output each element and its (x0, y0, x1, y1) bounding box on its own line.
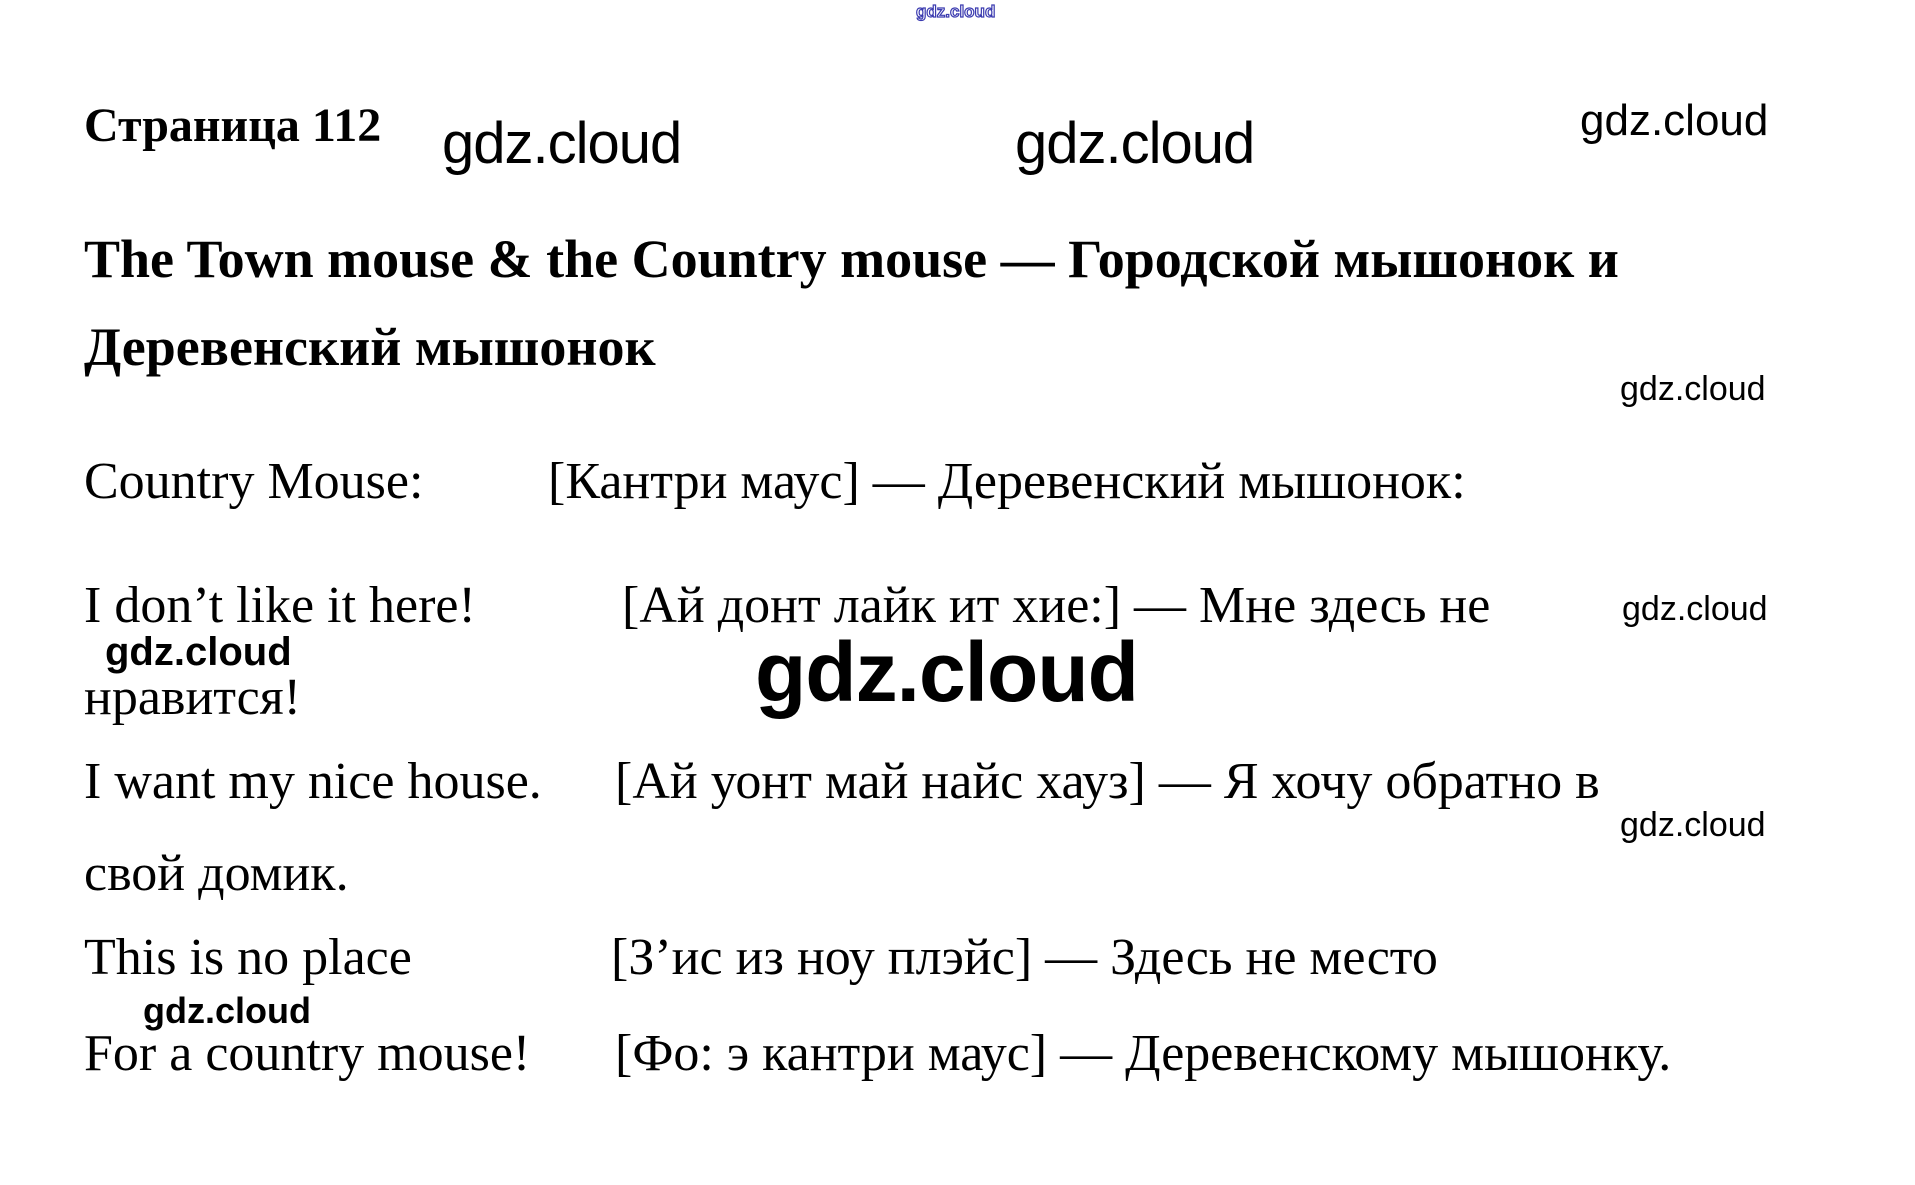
dialogue-row1-translation: [Кантри маус] — Деревенский мышонок: (548, 453, 1466, 510)
watermark-right-row3: gdz.cloud (1620, 806, 1766, 844)
page-label: Страница 112 (84, 99, 382, 152)
watermark-under-title-right: gdz.cloud (1620, 370, 1766, 408)
dialogue-row2-translation-continuation: нравится! (84, 669, 301, 726)
watermark-after-page-label: gdz.cloud (442, 111, 682, 176)
dialogue-row5-translation: [Фо: э кантри маус] — Деревенскому мышонку. (615, 1025, 1672, 1082)
watermark-center-large: gdz.cloud (755, 625, 1138, 719)
watermark-header-center: gdz.cloud (1015, 111, 1255, 176)
watermark-top-blue: gdz.cloud (916, 2, 996, 21)
dialogue-row3-translation-continuation: свой домик. (84, 845, 349, 902)
dialogue-row1-english: Country Mouse: (84, 453, 424, 510)
dialogue-row4-english: This is no place (84, 929, 412, 986)
dialogue-row4-translation: [З’ис из ноу плэйс] — Здесь не место (611, 929, 1438, 986)
dialogue-row3-english: I want my nice house. (84, 753, 542, 810)
story-title-line-2: Деревенский мышонок (84, 317, 656, 377)
dialogue-row5-english: For a country mouse! (84, 1025, 531, 1082)
dialogue-row2-english: I don’t like it here! (84, 577, 476, 634)
dialogue-row2-translation: [Ай донт лайк ит хие:] — Мне здесь не (622, 577, 1491, 634)
watermark-above-row2-continuation: gdz.cloud (105, 630, 292, 674)
watermark-top-right: gdz.cloud (1580, 96, 1769, 145)
story-title-line-1: The Town mouse & the Country mouse — Городской мышонок и (84, 229, 1619, 289)
watermark-above-row5: gdz.cloud (143, 990, 311, 1031)
dialogue-row3-translation: [Ай уонт май найс хауз] — Я хочу обратно в (615, 753, 1600, 810)
watermark-right-row2: gdz.cloud (1622, 590, 1768, 628)
